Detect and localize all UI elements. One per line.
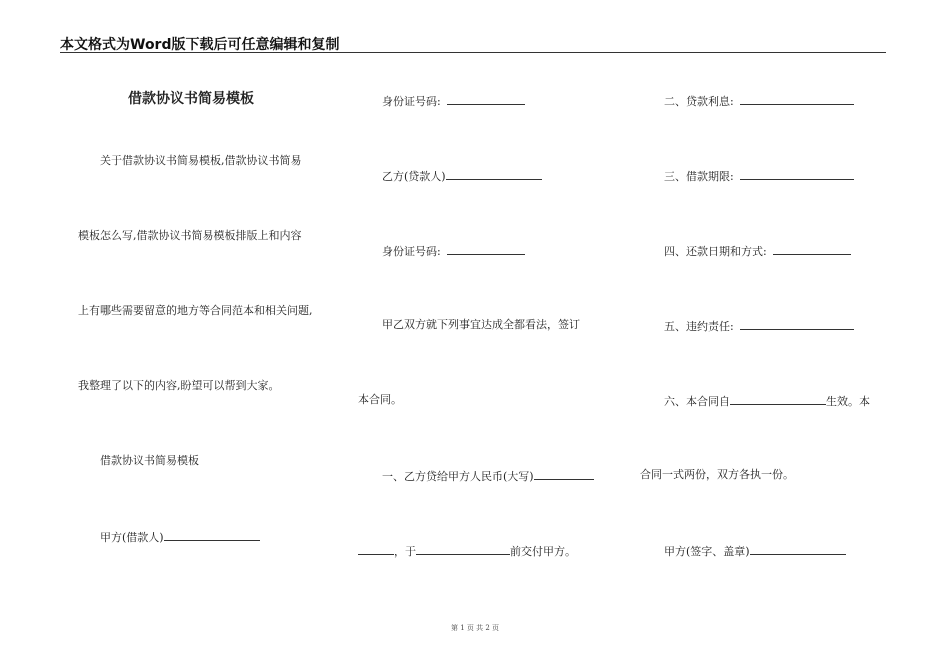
intro-line-3: 上有哪些需要留意的地方等合同范本和相关问题, [78,304,313,317]
clause-2-label: 二、贷款利息: [664,95,734,108]
id-number-blank-1 [447,93,525,105]
intro-line-4: 我整理了以下的内容,盼望可以帮到大家。 [78,379,280,392]
copies-line: 合同一式两份，双方各执一份。 [640,468,794,481]
clause-6-start: 六、本合同自 [664,395,730,408]
id-number-line-2 [382,243,525,259]
clause-5-line [664,318,854,334]
clause-6-blank [730,393,826,405]
clause-1-cont-end: 前交付甲方。 [510,545,576,558]
party-a-blank [164,529,260,541]
template-subtitle: 借款协议书简易模板 [100,454,199,467]
clause-4-blank [773,243,851,255]
clause-3-label: 三、借款期限: [664,170,734,183]
clause-1-cont-mid: ，于 [394,545,416,558]
clause-1-amount-blank [534,468,594,480]
clause-1-date-blank [416,543,510,555]
clause-5-blank [740,318,854,330]
clause-5-label: 五、违约责任: [664,320,734,333]
clause-1-line [382,468,594,484]
page-footer: 第 1 页 共 2 页 [450,624,500,632]
clause-4-label: 四、还款日期和方式: [664,245,767,258]
document-title: 借款协议书简易模板 [128,91,254,107]
party-b-blank [446,168,542,180]
agreement-line-2: 本合同。 [358,393,402,406]
clause-3-blank [740,168,854,180]
party-b-label: 乙方(贷款人) [382,170,446,183]
clause-1-label: 一、乙方贷给甲方人民币(大写) [382,470,534,483]
clause-3-line [664,168,854,184]
sign-line [664,543,846,559]
agreement-line-1: 甲乙双方就下列事宜达成全都看法，签订 [382,318,580,331]
id-number-line-1 [382,93,525,109]
intro-line-2: 模板怎么写,借款协议书简易模板排版上和内容 [78,229,302,242]
clause-1-cont-line [358,543,576,559]
intro-line-1: 关于借款协议书简易模板,借款协议书简易 [100,154,302,167]
party-a-line [100,529,260,545]
clause-1-amount-digits-blank [358,543,394,555]
party-b-line [382,168,542,184]
party-a-label: 甲方(借款人) [100,531,164,544]
clause-6-line [664,393,870,409]
id-number-label-1: 身份证号码: [382,95,441,108]
sign-a-blank [750,543,846,555]
page-header [60,34,886,53]
clause-2-blank [740,93,854,105]
sign-a-label: 甲方(签字、盖章) [664,545,750,558]
id-number-label-2: 身份证号码: [382,245,441,258]
id-number-blank-2 [447,243,525,255]
clause-2-line [664,93,854,109]
clause-6-end: 生效。本 [826,395,870,408]
clause-4-line [664,243,851,259]
header-banner: 本文格式为Word版下载后可任意编辑和复制 [60,37,340,53]
